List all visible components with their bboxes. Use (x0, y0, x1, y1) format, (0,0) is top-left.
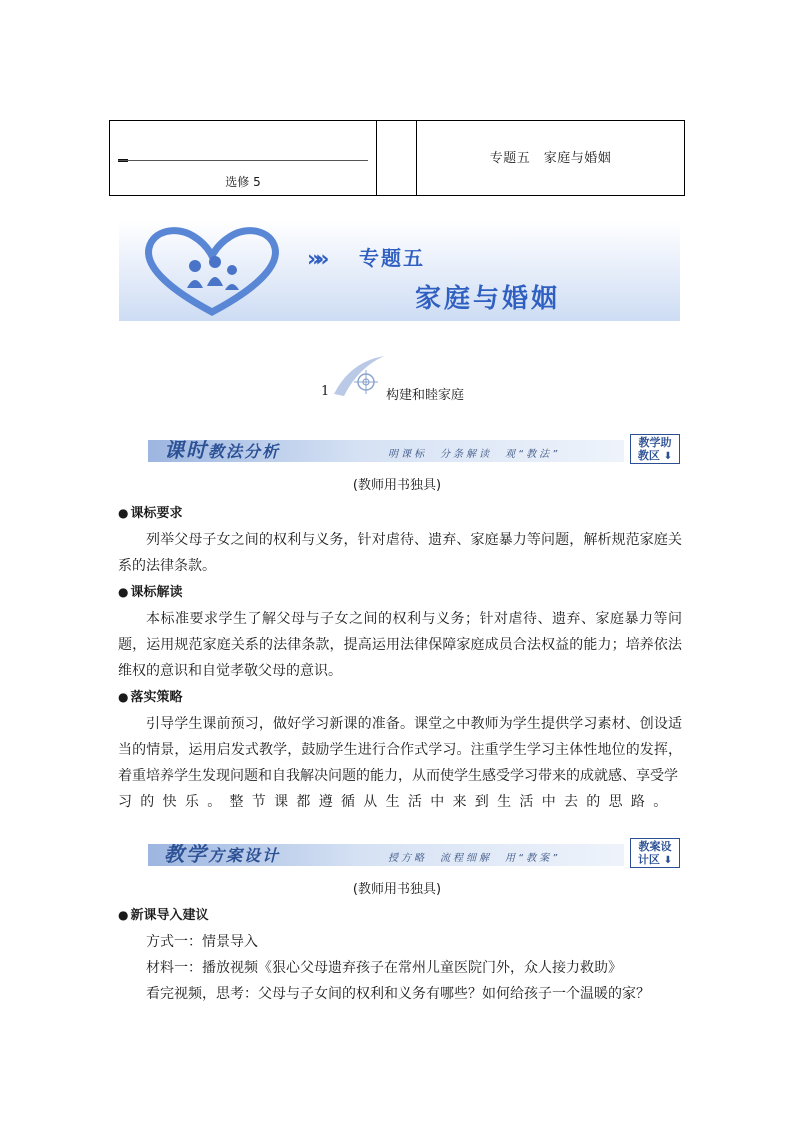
section-heading-rest: 教法分析 (208, 442, 281, 461)
bullet-dot-icon: ● (118, 908, 129, 922)
arrow-down-icon: ⬇ (663, 855, 673, 866)
section-heading-char: 时 (186, 438, 208, 462)
banner-topic-title: 家庭与婚姻 (415, 284, 561, 314)
bullet-heading (118, 579, 682, 606)
section-heading-char: 课 (164, 438, 186, 462)
header-cell-left (110, 121, 377, 195)
bullet-dot-icon: ● (118, 690, 129, 704)
lesson-title: 构建和睦家庭 (386, 388, 465, 403)
paragraph-last-line: 习的快乐。整节课都遵循从生活中来到生活中去的思路。 (118, 794, 676, 810)
banner-topic-number: 专题五 (359, 246, 425, 270)
bullet-heading (118, 500, 682, 527)
header-cell-right (417, 121, 684, 195)
family-heart-logo-icon (137, 226, 287, 318)
lesson-number: 1 (321, 384, 330, 399)
section-heading-rest: 方案设计 (208, 846, 281, 865)
section-motto: 授方略 流程细解 用“教案” (388, 853, 561, 864)
topic-banner (119, 220, 680, 321)
content-line: 看完视频，思考：父母与子女间的权利和义务有哪些？如何给孩子一个温暖的家？ (146, 986, 650, 1002)
paragraph: 列举父母子女之间的权利与义务，针对虐待、遗弃、家庭暴力等问题，解析规范家庭关系的法律条款。 (118, 532, 682, 574)
header-left-label: 选修 5 (225, 175, 261, 189)
section-motto: 明课标 分条解读 观“教法” (388, 449, 561, 460)
bullet-heading-text: 课标要求 (130, 506, 183, 521)
target-swoosh-icon (330, 354, 390, 400)
section-heading (164, 838, 280, 867)
teaching-aid-area-button[interactable] (630, 434, 680, 464)
section-heading-char: 学 (186, 842, 208, 866)
arrow-down-icon: ⬇ (663, 451, 673, 462)
header-right-label: 专题五 家庭与婚姻 (489, 151, 612, 166)
button-line: 教学助 (638, 436, 672, 449)
bullet-heading (118, 902, 682, 929)
lesson-title-row (0, 354, 794, 404)
section-heading (164, 434, 280, 463)
section1-content (118, 500, 682, 815)
content-line: 材料一：播放视频《狠心父母遗弃孩子在常州儿童医院门外，众人接力救助》 (146, 960, 622, 976)
section2-content (118, 902, 682, 1007)
paragraph: 引导学生课前预习，做好学习新课的准备。课堂之中教师为学生提供学习素材、创设适当的情景，运用启发式教学，鼓励学生进行合作式学习。注重学生学习主体性地位的发挥，着重培养学生发现问题和自我解决问题的能力，从而使学生感受学习带来的成就感、享受学 (118, 716, 682, 784)
header-rule (118, 160, 368, 161)
section-bar-plan-design (148, 838, 680, 868)
bullet-dot-icon: ● (118, 585, 129, 599)
bullet-heading (118, 684, 682, 711)
bullet-heading-text: 落实策略 (130, 690, 183, 705)
bullet-heading-text: 新课导入建议 (130, 908, 209, 923)
section-heading-char: 教 (164, 842, 186, 866)
paragraph: 本标准要求学生了解父母与子女之间的权利与义务；针对虐待、遗弃、家庭暴力等问题，运用规范家庭关系的法律条款，提高运用法律保障家庭成员合法权益的能力；培养依法维权的意识和自觉孝敬父母的意识。 (118, 611, 682, 679)
button-line: 教案设 (638, 840, 672, 853)
teacher-only-note: (教师用书独具) (352, 478, 442, 493)
chevron-right-icon: »» (307, 247, 324, 272)
bullet-heading-text: 课标解读 (130, 585, 183, 600)
button-line: 教区 (637, 449, 660, 462)
bullet-dot-icon: ● (118, 506, 129, 520)
teacher-only-note: (教师用书独具) (352, 882, 442, 897)
header-cell-middle (377, 121, 417, 195)
section-bar-teaching-analysis (148, 434, 680, 464)
lesson-plan-area-button[interactable] (630, 838, 680, 868)
header-table (109, 120, 685, 196)
button-line: 计区 (637, 853, 660, 866)
content-line: 方式一：情景导入 (146, 934, 258, 950)
